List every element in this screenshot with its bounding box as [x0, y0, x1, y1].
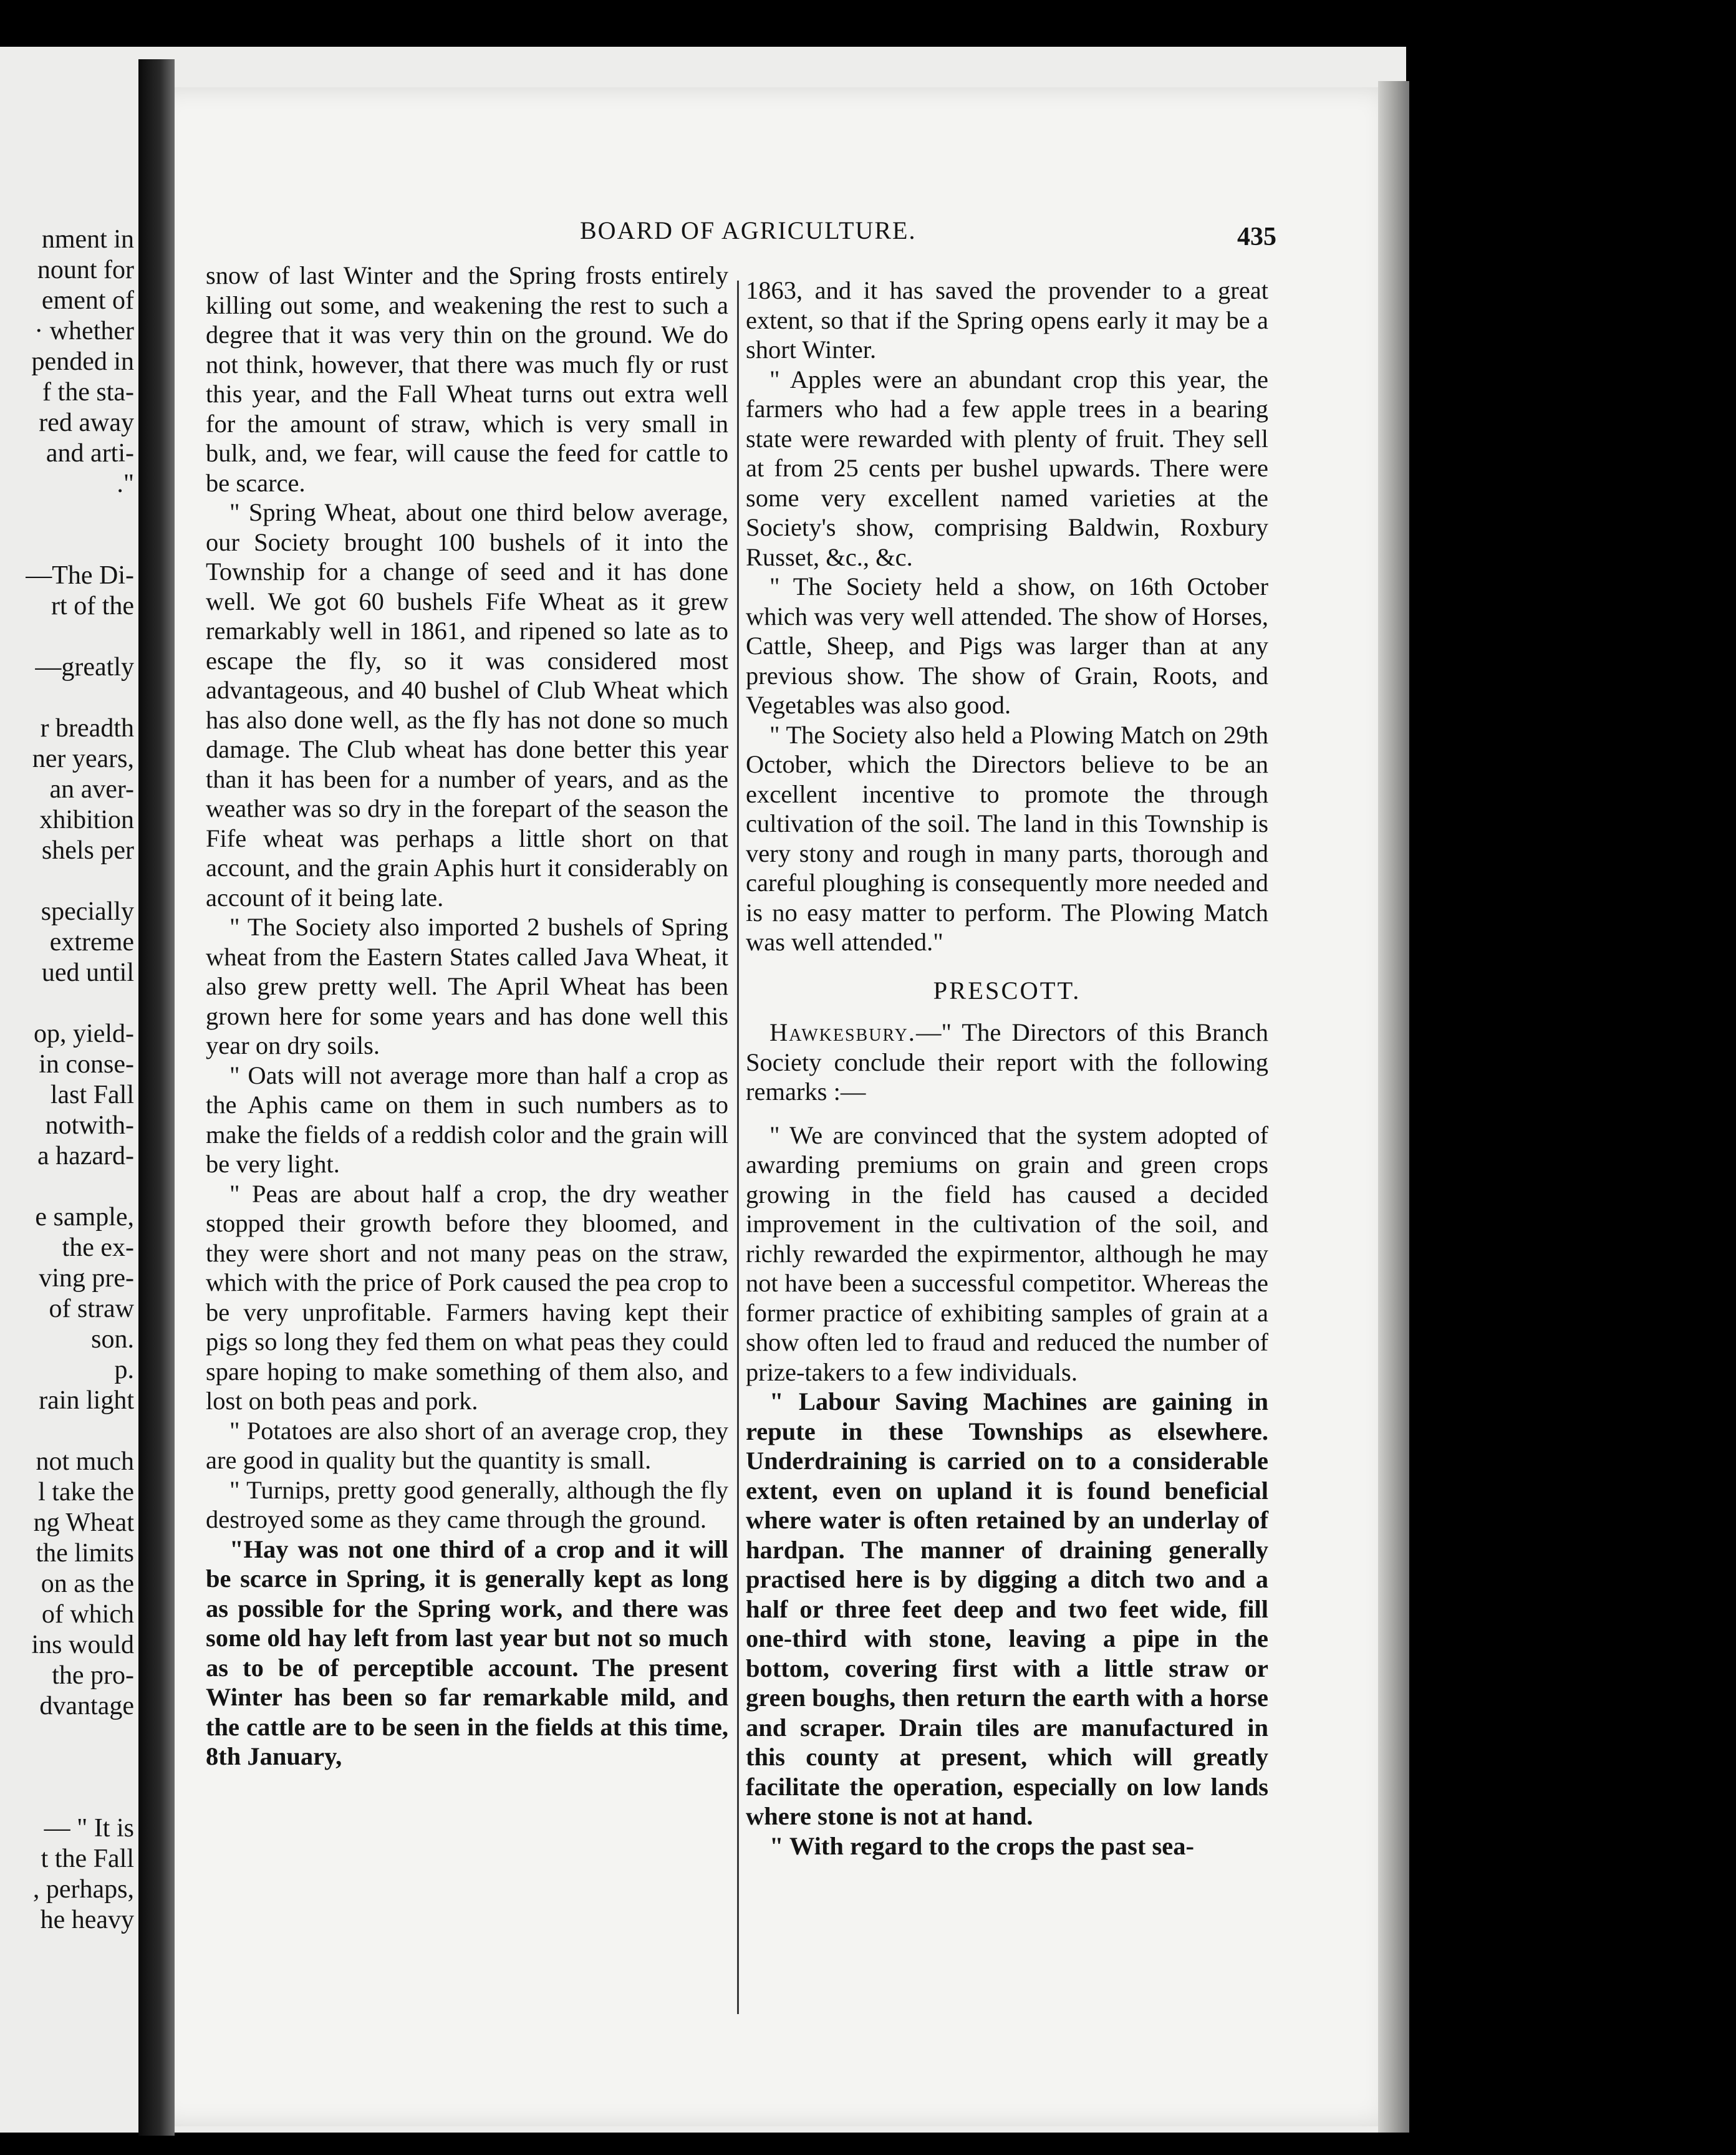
paragraph: " The Society held a show, on 16th October which was very well attended. The show of Horses, Cattle, Sheep, and Pigs was larger than at any previous show. The show of Grain, Roots, and Vegetables was also good.: [746, 572, 1268, 719]
fragment-line: ement of: [41, 286, 134, 315]
fragment-line: the limits: [36, 1539, 134, 1568]
fragment-line: .": [117, 470, 134, 498]
fragment-line: ng Wheat: [33, 1508, 134, 1537]
fragment-line: notwith-: [45, 1111, 134, 1140]
fragment-line: —greatly: [35, 653, 134, 682]
place-name: Hawkesbury.: [769, 1018, 916, 1046]
fragment-line: shels per: [41, 836, 134, 865]
fragment-line: [0, 683, 134, 713]
fragment-line: r breadth: [40, 714, 134, 743]
paragraph: 1863, and it has saved the provender to a great extent, so that if the Spring opens early it may be a short Winter.: [746, 276, 1268, 364]
fragment-line: [0, 1752, 134, 1783]
fragment-line: not much: [36, 1447, 134, 1476]
fragment-line: a hazard-: [37, 1142, 134, 1170]
page-edge-shadow: [1378, 81, 1409, 2133]
fragment-line: [0, 1172, 134, 1202]
fragment-line: · whether: [34, 317, 134, 345]
fragment-line: son.: [91, 1325, 134, 1354]
fragment-line: [0, 530, 134, 561]
fragment-line: dvantage: [39, 1692, 134, 1720]
paragraph: " Oats will not average more than half a crop as the Aphis came on them in such numbers as to make the fields of a reddish color and the grain will be very light.: [206, 1061, 728, 1178]
column-divider: [737, 281, 739, 2014]
fragment-line: [0, 1416, 134, 1447]
fragment-line: —The Di-: [26, 561, 134, 590]
fragment-line: xhibition: [39, 806, 134, 834]
text-column-right: [746, 276, 1268, 1861]
fragment-line: in conse-: [39, 1050, 134, 1079]
paragraph: " With regard to the crops the past sea-: [769, 1831, 1194, 1860]
paragraph: " Apples were an abundant crop this year, the farmers who had a few apple trees in a bearing state were rewarded with plenty of fruit. They sell at from 25 cents per bushel upwards. There were some very excellent named varieties at the Society's show, comprising Baldwin, Roxbury Russet, &c., &c.: [746, 365, 1268, 571]
fragment-line: red away: [39, 408, 134, 437]
fragment-line: extreme: [49, 928, 134, 957]
text-column-left: [206, 261, 728, 1772]
fragment-line: [0, 988, 134, 1019]
paragraph: " Spring Wheat, about one third below average, our Society brought 100 bushels of it into the Township for a change of seed and it has done well. We got 60 bushels Fife Wheat as it grew remarkably well in 1861, and ripened so late as to escape the fly, so it was considered most advantageous, and 40 bushel of Club Wheat which has also done well, as the fly has not done so much damage. The Club wheat has done better this year than it has been for a number of years, and as the weather was so dry in the forepart of the season the Fife wheat was perhaps a little short on that account, and the grain Aphis hurt it considerably on account of it being late.: [206, 498, 728, 912]
fragment-line: of straw: [49, 1294, 134, 1323]
paragraph: " Peas are about half a crop, the dry weather stopped their growth before they bloomed, and they were short and not many peas on the straw, which with the price of Pork caused the pea crop to be very unprofitable. Farmers having kept their pigs so long they fed them on what peas they could spare hoping to make something of them also, and lost on both peas and pork.: [206, 1179, 728, 1415]
running-title: BOARD OF AGRICULTURE.: [580, 216, 917, 244]
fragment-line: he heavy: [40, 1906, 134, 1934]
fragment-line: f the sta-: [42, 378, 134, 407]
fragment-line: last Fall: [50, 1081, 134, 1109]
fragment-line: pended in: [31, 347, 134, 376]
fragment-line: — " It is: [44, 1814, 134, 1843]
paragraph: " Turnips, pretty good generally, although the fly destroyed some as they came through the ground.: [206, 1475, 728, 1533]
book-gutter: [138, 59, 175, 2136]
fragment-line: nount for: [37, 256, 134, 284]
paragraph: " The Society also imported 2 bushels of Spring wheat from the Eastern States called Java Wheat, it also grew pretty well. The April Wheat has been grown here for some years and has done well this year on dry soils.: [206, 913, 728, 1059]
fragment-line: the ex-: [62, 1233, 134, 1262]
fragment-line: ins would: [31, 1631, 134, 1659]
fragment-line: [0, 622, 134, 652]
fragment-line: ued until: [41, 958, 134, 987]
fragment-line: [0, 866, 134, 897]
fragment-line: and arti-: [46, 439, 134, 468]
fragment-line: of which: [41, 1600, 134, 1629]
fragment-line: an aver-: [49, 775, 134, 804]
page-number: 435: [1237, 223, 1276, 251]
facing-page-fragment: [0, 224, 134, 2126]
fragment-line: the pro-: [52, 1661, 134, 1690]
paragraph: "Hay was not one third of a crop and it will be scarce in Spring, it is generally kept as long as possible for the Spring work, and there was some old hay left from last year but not so much as to be of perceptible account. The present Winter has been so far remarkable mild, and the cattle are to be seen in the fields at this time, 8th January,: [206, 1535, 728, 1770]
fragment-line: , perhaps,: [32, 1875, 134, 1904]
fragment-line: ving pre-: [39, 1264, 134, 1293]
fragment-line: op, yield-: [34, 1020, 134, 1048]
paragraph: " Potatoes are also short of an average crop, they are good in quality but the quantity is small.: [206, 1416, 728, 1474]
fragment-line: [0, 1722, 134, 1752]
fragment-line: rt of the: [51, 592, 134, 620]
paragraph: " The Society also held a Plowing Match on 29th October, which the Directors believe to be an excellent incentive to promote the through cultivation of the soil. The land in this Township is very stony and rough in many parts, thorough and careful ploughing is consequently more needed and is no easy matter to perform. The Plowing Match was well attended.": [746, 720, 1268, 956]
fragment-line: [0, 499, 134, 530]
fragment-line: rain light: [39, 1386, 134, 1415]
paragraph: snow of last Winter and the Spring frosts entirely killing out some, and weakening the rest to such a degree that it was very thin on the ground. We do not think, however, that there was much fly or rust this year, and the Fall Wheat turns out extra well for the amount of straw, which is very small in bulk, and, we fear, will cause the feed for cattle to be scarce.: [206, 261, 728, 497]
fragment-line: e sample,: [35, 1203, 134, 1232]
section-heading: PRESCOTT.: [933, 976, 1081, 1005]
fragment-line: ner years,: [32, 745, 134, 773]
fragment-line: [0, 1783, 134, 1813]
fragment-line: l take the: [38, 1478, 134, 1507]
fragment-line: specially: [41, 897, 134, 926]
fragment-line: nment in: [41, 225, 134, 254]
fragment-line: on as the: [41, 1569, 134, 1598]
fragment-line: t the Fall: [41, 1844, 134, 1873]
intro-text: —" The Directors of this Branch Society conclude their report with the following remarks :—: [746, 1018, 1268, 1106]
fragment-line: p.: [114, 1356, 134, 1384]
paragraph: " Labour Saving Machines are gaining in repute in these Townships as elsewhere. Underdraining is carried on to a considerable extent, even on upland it is found beneficial where water is often retained by an underlay of hardpan. The manner of draining generally practised here is by digging a ditch two and a half or three feet deep and two feet wide, fill one-third with stone, leaving a pipe in the bottom, covering first with a little straw or green boughs, then return the earth with a horse and scraper. Drain tiles are manufactured in this county at present, which will greatly facilitate the operation, especially on low lands where stone is not at hand.: [746, 1387, 1268, 1830]
paragraph: " We are convinced that the system adopted of awarding premiums on grain and green crops growing in the field has caused a decided improvement in the cultivation of the soil, and richly rewarded the expirmentor, although he may not have been a successful competitor. Whereas the former practice of exhibiting samples of grain at a show often led to fraud and reduced the number of prize-takers to a few individuals.: [746, 1121, 1268, 1386]
paragraph: [746, 1018, 1268, 1107]
